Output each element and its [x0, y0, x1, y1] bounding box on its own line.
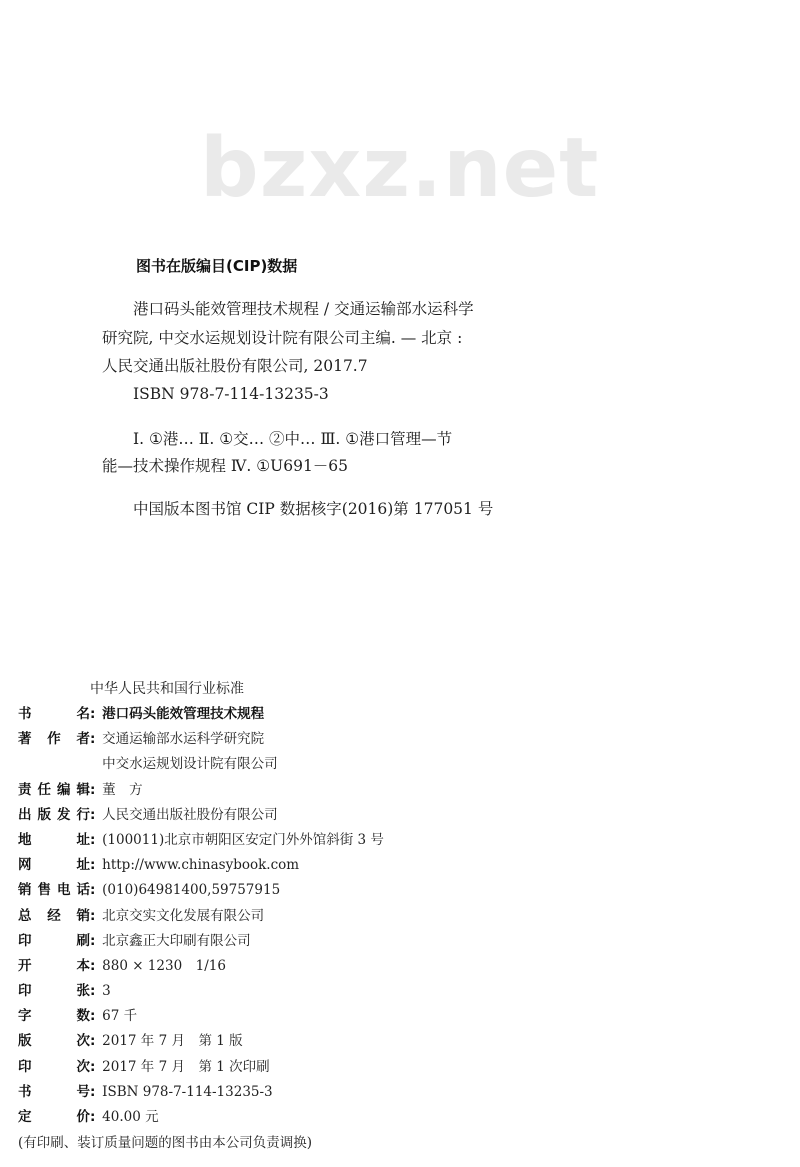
colophon-separator: :: [90, 731, 96, 748]
colophon-row-word-count: [18, 1004, 778, 1029]
colophon-separator: :: [90, 1033, 96, 1050]
colophon-value: http://www.chinasybook.com: [102, 857, 300, 874]
colophon-label: 书名: [18, 706, 90, 722]
colophon-label: 版次: [18, 1033, 90, 1050]
colophon-label: 地址: [18, 831, 90, 848]
colophon-row-book-number: [18, 1080, 778, 1105]
colophon-row-printing: [18, 1055, 778, 1080]
colophon-label: 出版发行: [18, 806, 90, 823]
colophon-label: 印张: [18, 983, 90, 1000]
colophon-value: 交通运输部水运科学研究院: [102, 731, 265, 748]
colophon-row-price: [18, 1105, 778, 1130]
colophon-row-title: [18, 702, 778, 727]
colophon-label: 开本: [18, 957, 90, 974]
cip-classification-line-1: Ⅰ. ①港… Ⅱ. ①交… ②中… Ⅲ. ①港口管理—节: [133, 430, 453, 448]
colophon-row-printer: [18, 929, 778, 954]
colophon-label: 印次: [18, 1058, 90, 1075]
colophon-label: 总经销: [18, 907, 90, 924]
colophon-value: 人民交通出版社股份有限公司: [102, 806, 278, 823]
colophon-separator: :: [90, 806, 96, 823]
colophon-separator: :: [90, 1109, 96, 1125]
colophon-row-edition: [18, 1029, 778, 1054]
colophon-value: 中交水运规划设计院有限公司: [102, 756, 278, 773]
cip-entry-line-2: 研究院, 中交水运规划设计院有限公司主编. — 北京 :: [102, 329, 463, 347]
colophon-row-address: [18, 828, 778, 853]
colophon-label: 责任编辑: [18, 781, 90, 798]
colophon-separator: :: [90, 857, 96, 874]
colophon-row-website: [18, 853, 778, 878]
colophon-value: ISBN 978-7-114-13235-3: [102, 1083, 273, 1100]
colophon-value: 880 × 1230 1/16: [102, 957, 226, 974]
watermark-text: bzxz.net: [200, 121, 600, 216]
cip-data-number: 中国版本图书馆 CIP 数据核字(2016)第 177051 号: [133, 500, 494, 518]
colophon-row-sales-phone: [18, 878, 778, 903]
colophon-row-distributor: [18, 904, 778, 929]
colophon-value: 北京鑫正大印刷有限公司: [102, 932, 251, 949]
colophon-separator: :: [90, 907, 96, 924]
colophon-label: 定价: [18, 1109, 90, 1125]
colophon-row-editor: [18, 778, 778, 803]
cip-classification-line-2: 能—技术操作规程 Ⅳ. ①U691－65: [102, 457, 349, 475]
colophon-value: 67 千: [102, 1008, 138, 1025]
colophon-value: 港口码头能效管理技术规程: [102, 706, 265, 722]
colophon-value: 北京交实文化发展有限公司: [102, 907, 265, 924]
colophon-label: 著作者: [18, 731, 90, 748]
colophon-value: (100011)北京市朝阳区安定门外外馆斜街 3 号: [102, 831, 384, 848]
colophon-label: 字数: [18, 1008, 90, 1025]
colophon-separator: :: [90, 957, 96, 974]
colophon-separator: :: [90, 932, 96, 949]
colophon-value: 2017 年 7 月 第 1 版: [102, 1033, 243, 1050]
cip-entry-line-3: 人民交通出版社股份有限公司, 2017.7: [102, 357, 368, 375]
colophon-row-author-cont: [18, 752, 778, 777]
colophon-separator: :: [90, 831, 96, 848]
cip-title: 图书在版编目(CIP)数据: [136, 257, 298, 275]
colophon-value: 40.00 元: [102, 1109, 159, 1125]
colophon-row-publisher: [18, 803, 778, 828]
colophon-value: (010)64981400,59757915: [102, 882, 281, 899]
colophon-label: 销售电话: [18, 882, 90, 899]
colophon-row-author: [18, 727, 778, 752]
colophon-separator: :: [90, 706, 96, 722]
colophon-label: 书号: [18, 1083, 90, 1100]
colophon-separator: :: [90, 1008, 96, 1025]
quality-notice: (有印刷、装订质量问题的图书由本公司负责调换): [18, 1135, 313, 1151]
colophon-label: 网址: [18, 857, 90, 874]
colophon-separator: :: [90, 1058, 96, 1075]
cip-entry-line-1: 港口码头能效管理技术规程 / 交通运输部水运科学: [133, 300, 474, 318]
colophon-value: 董 方: [102, 781, 143, 798]
colophon-separator: :: [90, 983, 96, 1000]
cip-isbn: ISBN 978-7-114-13235-3: [133, 385, 329, 403]
colophon-value: 2017 年 7 月 第 1 次印刷: [102, 1058, 270, 1075]
colophon: [18, 702, 778, 1130]
colophon-row-sheets: [18, 979, 778, 1004]
colophon-separator: :: [90, 781, 96, 798]
colophon-separator: :: [90, 882, 96, 899]
colophon-label: 印刷: [18, 932, 90, 949]
colophon-separator: :: [90, 1083, 96, 1100]
colophon-value: 3: [102, 983, 111, 1000]
standard-series: 中华人民共和国行业标准: [90, 681, 244, 697]
colophon-row-format: [18, 954, 778, 979]
